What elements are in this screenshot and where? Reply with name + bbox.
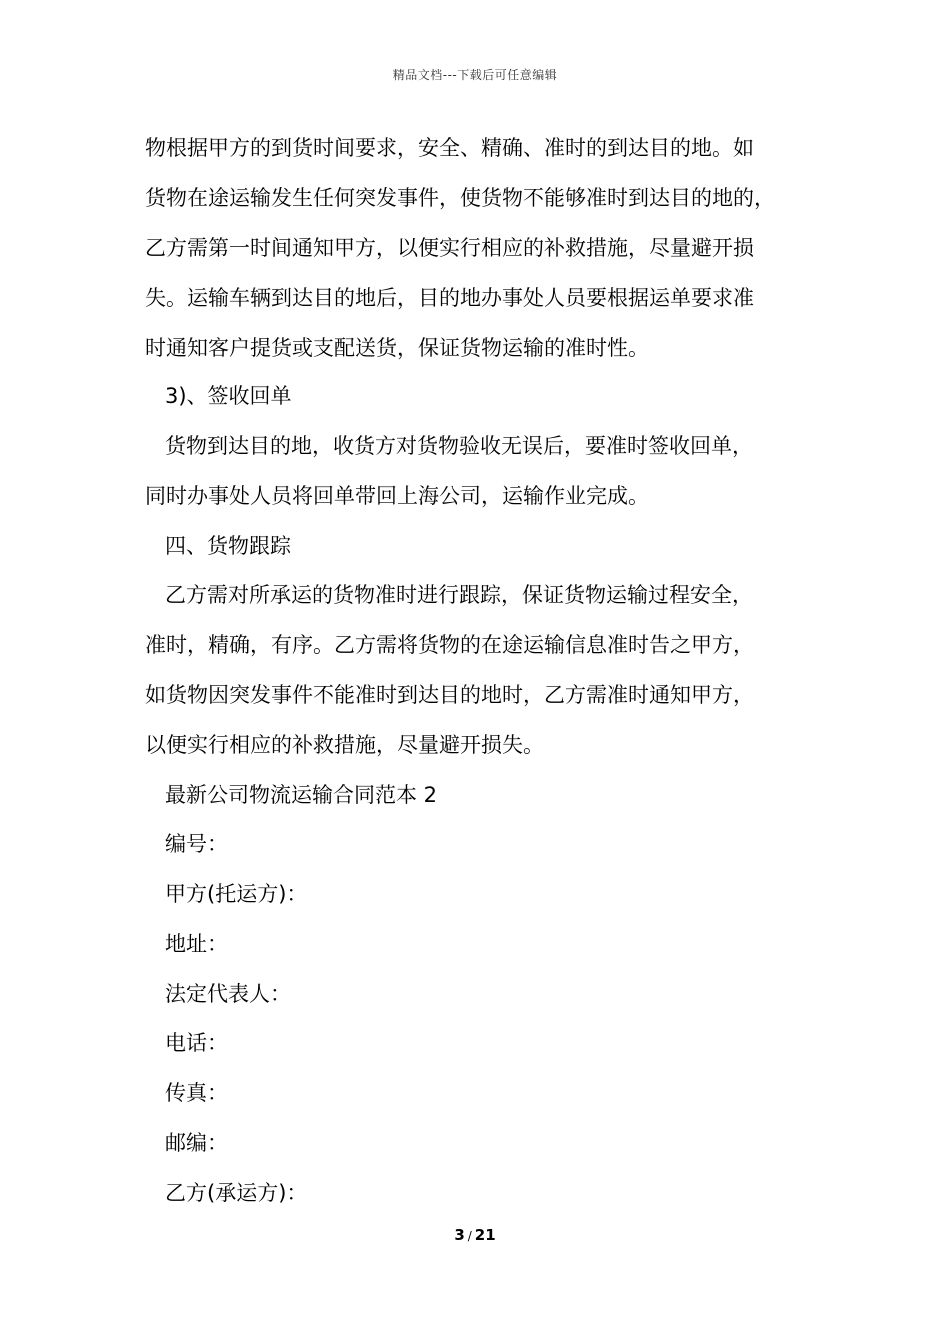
field-label: 甲方(托运方)： — [165, 882, 308, 906]
paragraph-line: 失。运输车辆到达目的地后，目的地办事处人员要根据运单要求准 — [145, 286, 754, 310]
field-label: 电话： — [165, 1031, 228, 1055]
page-number — [0, 1226, 950, 1244]
total-pages: 21 — [474, 1226, 496, 1244]
current-page: 3 — [454, 1226, 465, 1244]
paragraph-line: 以便实行相应的补救措施，尽量避开损失。 — [145, 733, 544, 757]
paragraph-line: 物根据甲方的到货时间要求，安全、精确、准时的到达目的地。如 — [145, 136, 754, 160]
field-label: 邮编： — [165, 1131, 228, 1155]
paragraph-line: 准时，精确，有序。乙方需将货物的在途运输信息准时告之甲方， — [145, 633, 754, 657]
paragraph-line: 货物在途运输发生任何突发事件，使货物不能够准时到达目的地的， — [145, 186, 775, 210]
section-heading: 3)、签收回单 — [165, 384, 292, 408]
page-header: 精品文档---下载后可任意编辑 — [392, 68, 558, 82]
field-label: 传真： — [165, 1081, 228, 1105]
paragraph-line: 同时办事处人员将回单带回上海公司，运输作业完成。 — [145, 484, 649, 508]
field-label: 乙方(承运方)： — [165, 1181, 308, 1205]
page-separator: / — [467, 1229, 472, 1243]
paragraph-line: 时通知客户提货或支配送货，保证货物运输的准时性。 — [145, 336, 649, 360]
field-label: 地址： — [165, 932, 228, 956]
paragraph-line: 如货物因突发事件不能准时到达目的地时，乙方需准时通知甲方， — [145, 683, 754, 707]
paragraph-line: 乙方需对所承运的货物准时进行跟踪，保证货物运输过程安全， — [165, 583, 753, 607]
paragraph-line: 货物到达目的地，收货方对货物验收无误后，要准时签收回单， — [165, 434, 753, 458]
section-heading: 四、货物跟踪 — [165, 534, 291, 558]
document-title: 最新公司物流运输合同范本 2 — [165, 783, 438, 807]
field-label: 编号： — [165, 832, 228, 856]
paragraph-line: 乙方需第一时间通知甲方，以便实行相应的补救措施，尽量避开损 — [145, 236, 754, 260]
field-label: 法定代表人： — [165, 982, 291, 1006]
